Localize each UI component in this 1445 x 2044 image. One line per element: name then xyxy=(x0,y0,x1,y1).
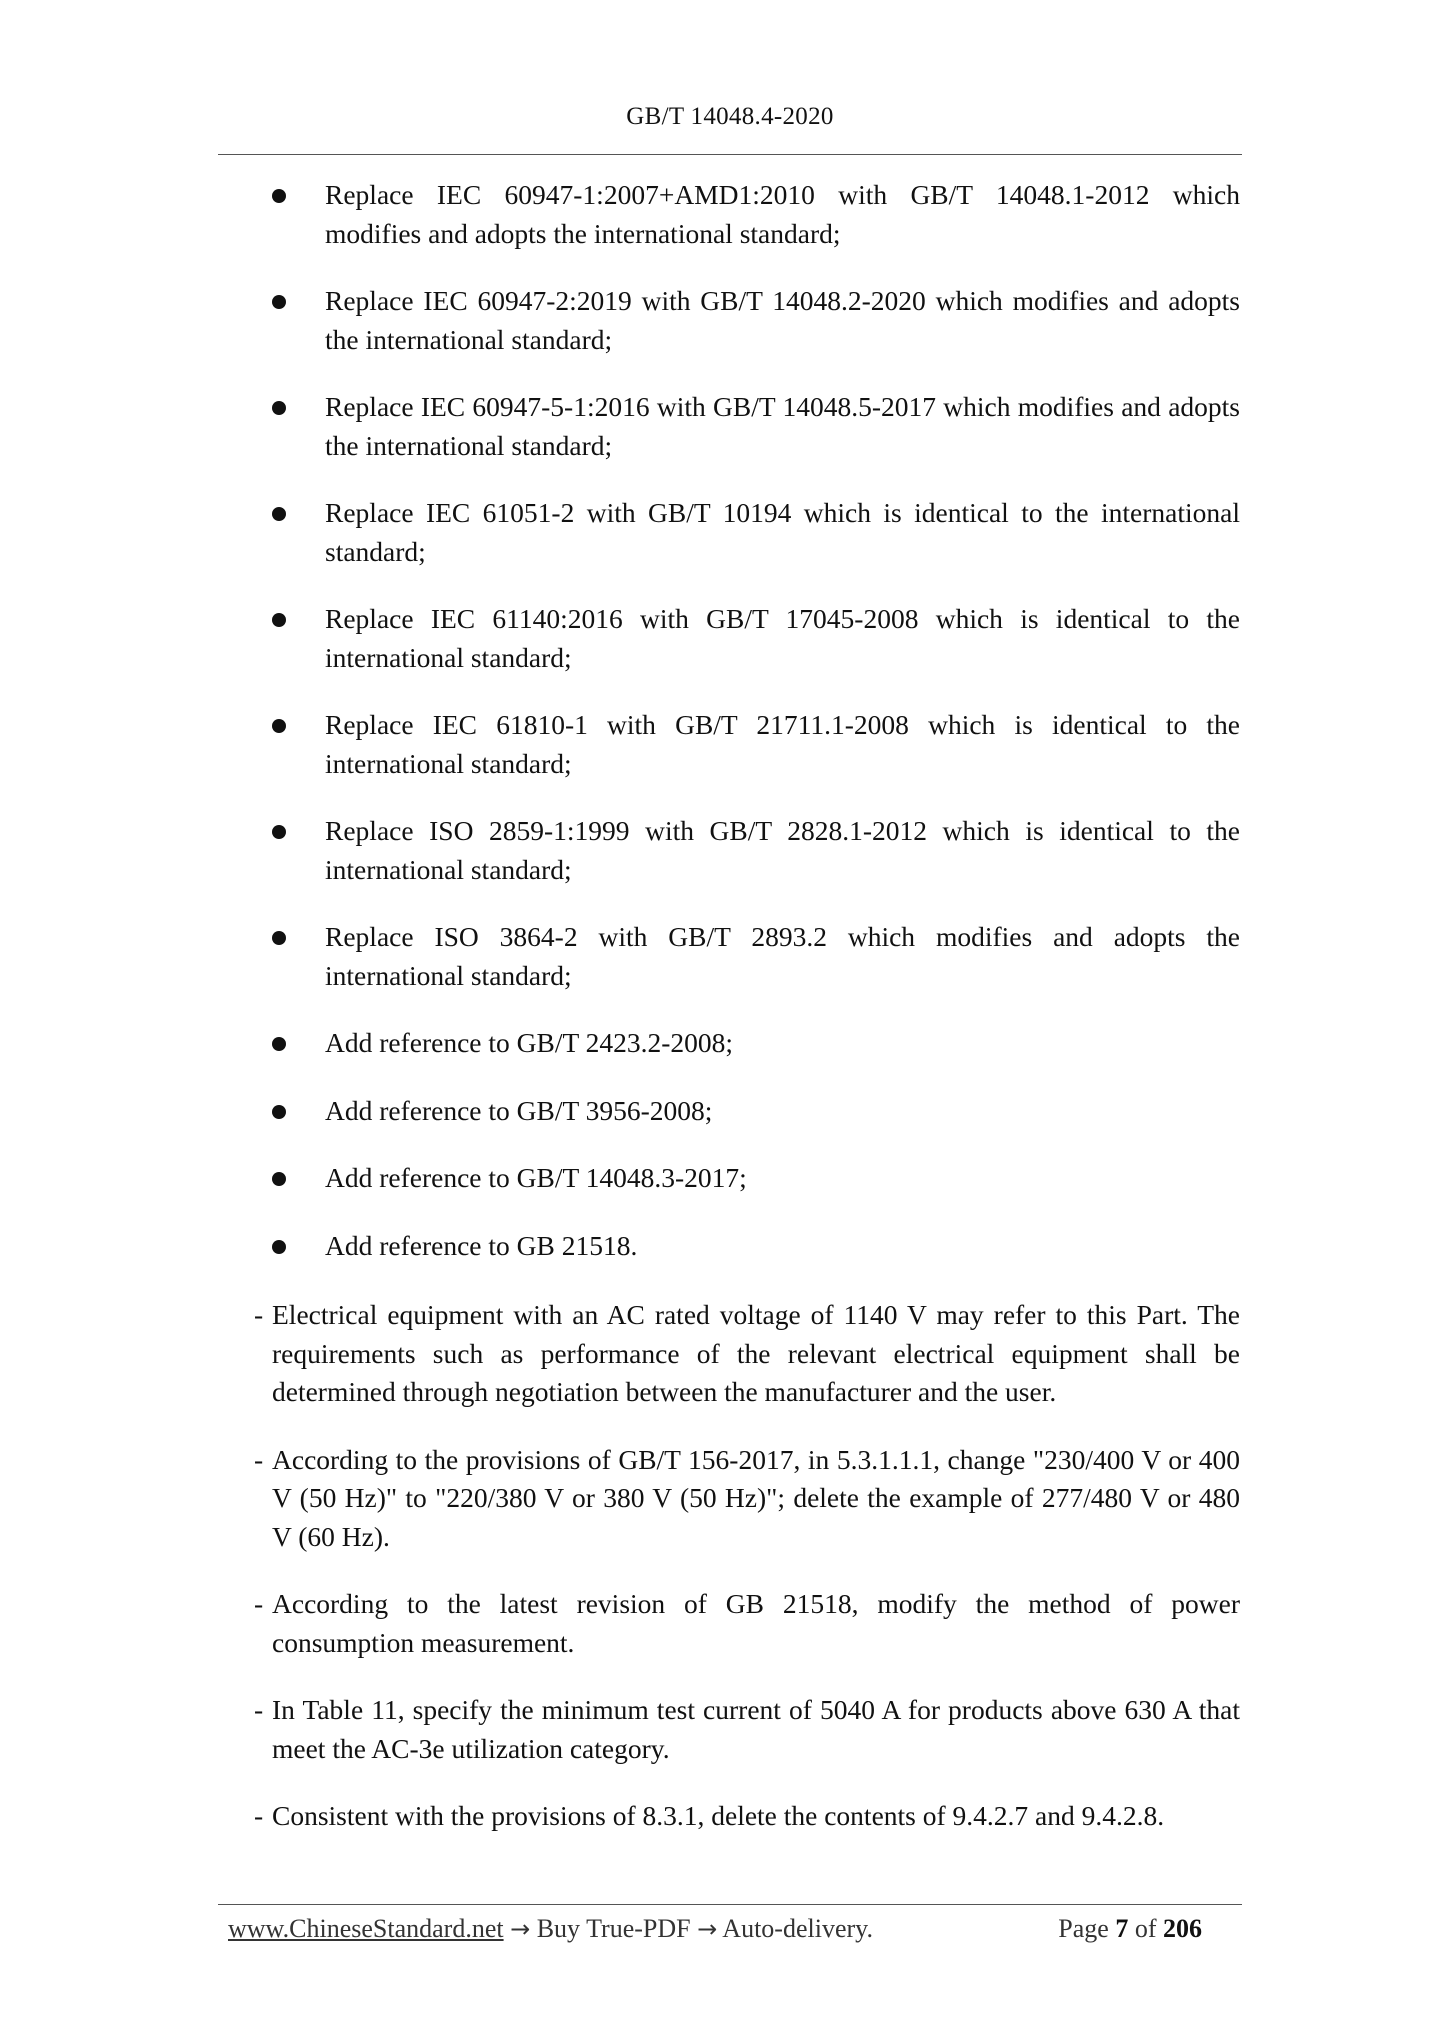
page-total: 206 xyxy=(1163,1914,1202,1943)
dash-text: According to the provisions of GB/T 156-2017, in 5.3.1.1.1, change "230/400 V or 400 V (50 Hz)" to "220/380 V or 380 V (50 Hz)"; delete the example of 277/480 V or 480 V (60 Hz). xyxy=(272,1443,1240,1552)
buy-pdf-text: Buy True-PDF xyxy=(536,1914,691,1943)
bullet-text: Replace IEC 61140:2016 with GB/T 17045-2008 which is identical to the international standard; xyxy=(325,603,1240,673)
dash-marker: - xyxy=(254,1588,264,1619)
list-item xyxy=(265,706,1240,783)
bullet-icon xyxy=(272,401,286,415)
bullet-text: Add reference to GB/T 2423.2-2008; xyxy=(325,1027,734,1058)
list-item xyxy=(265,388,1240,465)
footer-divider xyxy=(218,1904,1242,1905)
dash-item xyxy=(250,1296,1240,1412)
site-link[interactable]: www.ChineseStandard.net xyxy=(228,1914,504,1943)
dash-list xyxy=(250,1296,1240,1865)
dash-item xyxy=(250,1797,1240,1836)
dash-marker: - xyxy=(254,1800,264,1831)
bullet-text: Add reference to GB 21518. xyxy=(325,1229,638,1261)
list-item xyxy=(265,494,1240,571)
dash-item xyxy=(250,1441,1240,1557)
dash-marker: - xyxy=(254,1443,264,1475)
list-item xyxy=(265,918,1240,995)
list-item xyxy=(265,1227,1240,1266)
dash-text: According to the latest revision of GB 21518, modify the method of power consumption measurement. xyxy=(272,1588,1240,1658)
bullet-icon xyxy=(272,1240,286,1254)
of-word: of xyxy=(1134,1914,1157,1943)
bullet-text: Replace IEC 60947-5-1:2016 with GB/T 14048.5-2017 which modifies and adopts the international standard; xyxy=(325,391,1240,461)
bullet-text: Replace ISO 3864-2 with GB/T 2893.2 which modifies and adopts the international standard; xyxy=(325,921,1240,991)
bullet-text: Replace IEC 60947-2:2019 with GB/T 14048.2-2020 which modifies and adopts the international standard; xyxy=(325,285,1240,355)
arrow-right-icon: → xyxy=(697,1915,718,1943)
auto-delivery-text: Auto-delivery. xyxy=(722,1914,873,1943)
bullet-text: Replace IEC 61810-1 with GB/T 21711.1-2008 which is identical to the international standard; xyxy=(325,709,1240,779)
list-item xyxy=(265,600,1240,677)
bullet-icon xyxy=(272,189,286,203)
list-item xyxy=(265,1092,1240,1131)
bullet-icon xyxy=(272,507,286,521)
list-item xyxy=(265,1024,1240,1063)
bullet-icon xyxy=(272,931,286,945)
bullet-icon xyxy=(272,825,286,839)
dash-marker: - xyxy=(254,1694,264,1725)
bullet-text: Replace IEC 60947-1:2007+AMD1:2010 with GB/T 14048.1-2012 which modifies and adopts the international standard; xyxy=(325,179,1240,249)
dash-text: Consistent with the provisions of 8.3.1, delete the contents of 9.4.2.7 and 9.4.2.8. xyxy=(272,1800,1165,1831)
list-item xyxy=(265,282,1240,359)
bullet-icon xyxy=(272,1105,286,1119)
page-word: Page xyxy=(1058,1914,1109,1943)
bullet-icon xyxy=(272,1037,286,1051)
page-header: GB/T 14048.4-2020 xyxy=(626,103,834,130)
bullet-text: Replace IEC 61051-2 with GB/T 10194 which is identical to the international standard; xyxy=(325,497,1240,567)
bullet-text: Replace ISO 2859-1:1999 with GB/T 2828.1-2012 which is identical to the international standard; xyxy=(325,815,1240,885)
list-item xyxy=(265,176,1240,253)
dash-item xyxy=(250,1585,1240,1662)
list-item xyxy=(265,1159,1240,1198)
dash-item xyxy=(250,1691,1240,1768)
dash-text: Electrical equipment with an AC rated voltage of 1140 V may refer to this Part. The requirements such as performance of the relevant electrical equipment shall be determined through negotiation between the manufacturer and the user. xyxy=(272,1299,1240,1407)
header-divider xyxy=(218,154,1242,155)
page-number xyxy=(1058,1912,1202,1946)
dash-marker: - xyxy=(254,1299,264,1330)
bullet-icon xyxy=(272,295,286,309)
bullet-text: Add reference to GB/T 14048.3-2017; xyxy=(325,1162,747,1193)
dash-text: In Table 11, specify the minimum test current of 5040 A for products above 630 A that meet the AC-3e utilization category. xyxy=(272,1694,1240,1764)
bullet-list xyxy=(265,176,1240,1265)
page-current: 7 xyxy=(1115,1914,1129,1943)
bullet-text: Add reference to GB/T 3956-2008; xyxy=(325,1094,713,1126)
bullet-icon xyxy=(272,1172,286,1186)
page-footer xyxy=(228,1912,1238,1946)
bullet-icon xyxy=(272,613,286,627)
arrow-right-icon: → xyxy=(510,1915,531,1943)
bullet-icon xyxy=(272,719,286,733)
list-item xyxy=(265,812,1240,889)
